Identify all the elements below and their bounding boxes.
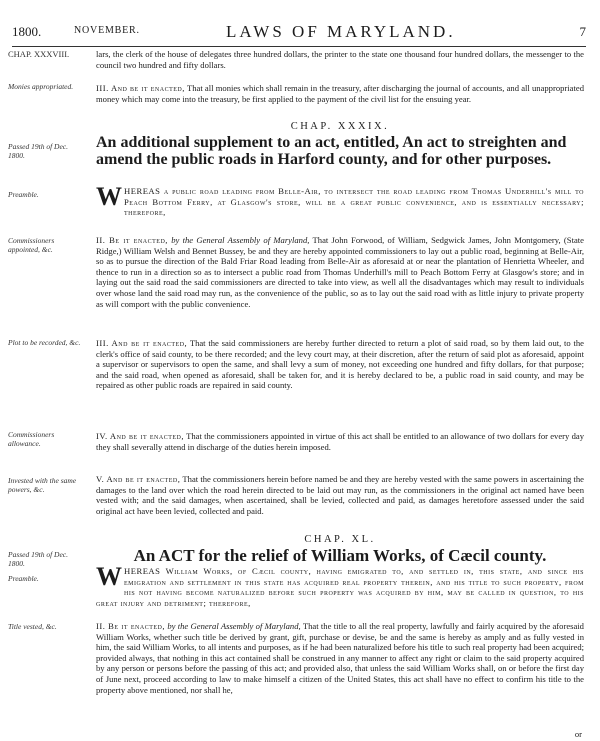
section-text: That the commissioners herein before named be and they are hereby vested with the same powers in ascertaining the damages to the land over which the road herein directed to be laid out may run, as the commissioners in the original act named have been vested with; and the said damages, when ascertained, shall be levied, collected and paid, as damages heretofore assessed under the said original act have been levied, collected and paid. (96, 474, 584, 516)
section-lead: III. And be it enacted, (96, 338, 188, 348)
header-year: 1800. (12, 24, 42, 39)
section-lead: V. And be it enacted, (96, 474, 181, 484)
section-5-powers (96, 474, 584, 516)
section-lead: II. Be it enacted, (96, 621, 166, 631)
chap39-preamble (96, 182, 584, 218)
header-rule (12, 46, 586, 47)
header-title: LAWS OF MARYLAND. (226, 22, 456, 41)
section-authority: by the General Assembly of Maryland, (165, 621, 301, 631)
margin-chap39-passed: Passed 19th of Dec. 1800. (8, 142, 68, 160)
margin-chap38: CHAP. XXXVIII. (8, 49, 70, 59)
chap39-heading: CHAP. XXXIX. (290, 121, 390, 132)
section-text: That John Forwood, of William, Sedgwick James, John Montgomery, (State Ridge,) William Welsh and Bennet Bussey, be and they are hereby appointed commissioners to lay out a public road, beginning at Belle-Air, so as to pursue the direction of the Bald Friar Road leading from Belle-Air as aforesaid at or near the plantation of Henrietta Wheeler, and thence to run in a direction so as to intersect a public road from Thomas Underhill's mill to Peach Bottom Ferry at Glasgow's store; and in laying out the said road the said commissioners are directed to take into view, as well all the disadvantages which may result to individuals over whose land the said road may run, as the convenience of the public, so as to lay out the said road with as little injury to private property as will comport with the public convenience. (96, 235, 584, 309)
margin-chap39-preamble: Preamble. (8, 190, 39, 199)
margin-monies: Monies appropriated. (8, 82, 74, 91)
margin-plot-recorded: Plot to be recorded, &c. (8, 338, 81, 347)
chap40-title: An ACT for the relief of William Works, of Cæcil county. (133, 546, 547, 565)
header-page-number: 7 (579, 24, 586, 39)
section-2-title-vested (96, 621, 584, 695)
catchword: or (574, 729, 582, 739)
header-month: NOVEMBER. (74, 25, 140, 36)
drop-cap: W (96, 562, 122, 591)
section-lead: III. And be it enacted, (96, 83, 185, 93)
section-text: That the said commissioners are hereby further directed to return a plot of said road, so by them laid out, to the clerk's office of said county, to be there recorded; and the levy court may, at their discretion, after the return of said plot as aforesaid, appoint a supervisor or supervisors to open the same, and shall levy a sum of money, not exceeding one hundred and fifty dollars, for that purpose; and the said road, when opened as aforesaid, shall be taken for, and it is hereby declared to be, a public road in said county, and may be repaired as other public roads are repaired in said county. (96, 338, 584, 391)
margin-commissioners-appointed: Commissioners appointed, &c. (8, 236, 55, 254)
margin-chap40-preamble: Preamble. (8, 574, 39, 583)
margin-commissioners-allowance: Commissioners allowance. (8, 430, 55, 448)
margin-title-vested: Title vested, &c. (8, 622, 57, 631)
section-text: That the title to all the real property, lawfully and fairly acquired by the aforesaid William Works, whether such title be derived by grant, gift, purchase or devise, be and the same is hereby as amply and as fully vested in him, the said William Works, to all intents and purposes, as if he had been naturalized before his title to such real property had been acquired; provided always, that nothing in this act contained shall be construed in any manner to affect any right or claim to the said property acquired by any person or persons before the passing of this act; and provided also, that unless the said William Works shall, on or before the first day of June next, proceed according to law to make himself a citizen of the United States, this act shall have no effect to confirm his title to the property above mentioned, nor shall he, (96, 621, 584, 695)
section-lead: IV. And be it enacted, (96, 431, 185, 441)
section-monies-appropriated (96, 83, 584, 104)
chap39-title: An additional supplement to an act, entitled, An act to streighten and amend the public roads in Harford county, and for other purposes. (96, 134, 567, 168)
section-authority: by the General Assembly of Maryland, (167, 235, 310, 245)
section-text: That all monies which shall remain in the treasury, after discharging the journal of accounts, and all unappropriated money which may come into the treasury, be first applied to the payment of the civil list for the ensuing year. (96, 83, 584, 104)
section-3-plot (96, 338, 584, 391)
running-header (12, 24, 586, 44)
chap40-preamble (96, 562, 584, 608)
chap40-heading: CHAP. XL. (304, 534, 376, 545)
preamble-text: HEREAS William Works, of Cæcil county, having emigrated to, and settled in, this state, and since his emigration and settlement in this state has acquired real property therein, and his title to such property, from his not having become naturalized before such property was acquired by him, may be called in question, to his great injury and detriment; therefore, (96, 566, 584, 608)
drop-cap: W (96, 182, 122, 211)
margin-chap40-passed: Passed 19th of Dec. 1800. (8, 550, 68, 568)
section-4-allowance (96, 431, 584, 452)
section-lead: II. Be it enacted, (96, 235, 168, 245)
margin-invested-powers: Invested with the same powers, &c. (8, 476, 77, 494)
section-text: That the commissioners appointed in virtue of this act shall be entitled to an allowance of two dollars for every day they shall severally attend in discharge of the duties herein imposed. (96, 431, 584, 452)
chap38-continuation: lars, the clerk of the house of delegates three hundred dollars, the printer to the state one thousand four hundred dollars, the messenger to the council two hundred and fifty dollars. (96, 49, 584, 70)
section-2-commissioners (96, 235, 584, 309)
preamble-text: HEREAS a public road leading from Belle-Air, to intersect the road leading from Thomas Underhill's mill to Peach Bottom Ferry, at Glasgow's store, will be a great public convenience, and is essentially necessary; therefore, (124, 186, 584, 218)
